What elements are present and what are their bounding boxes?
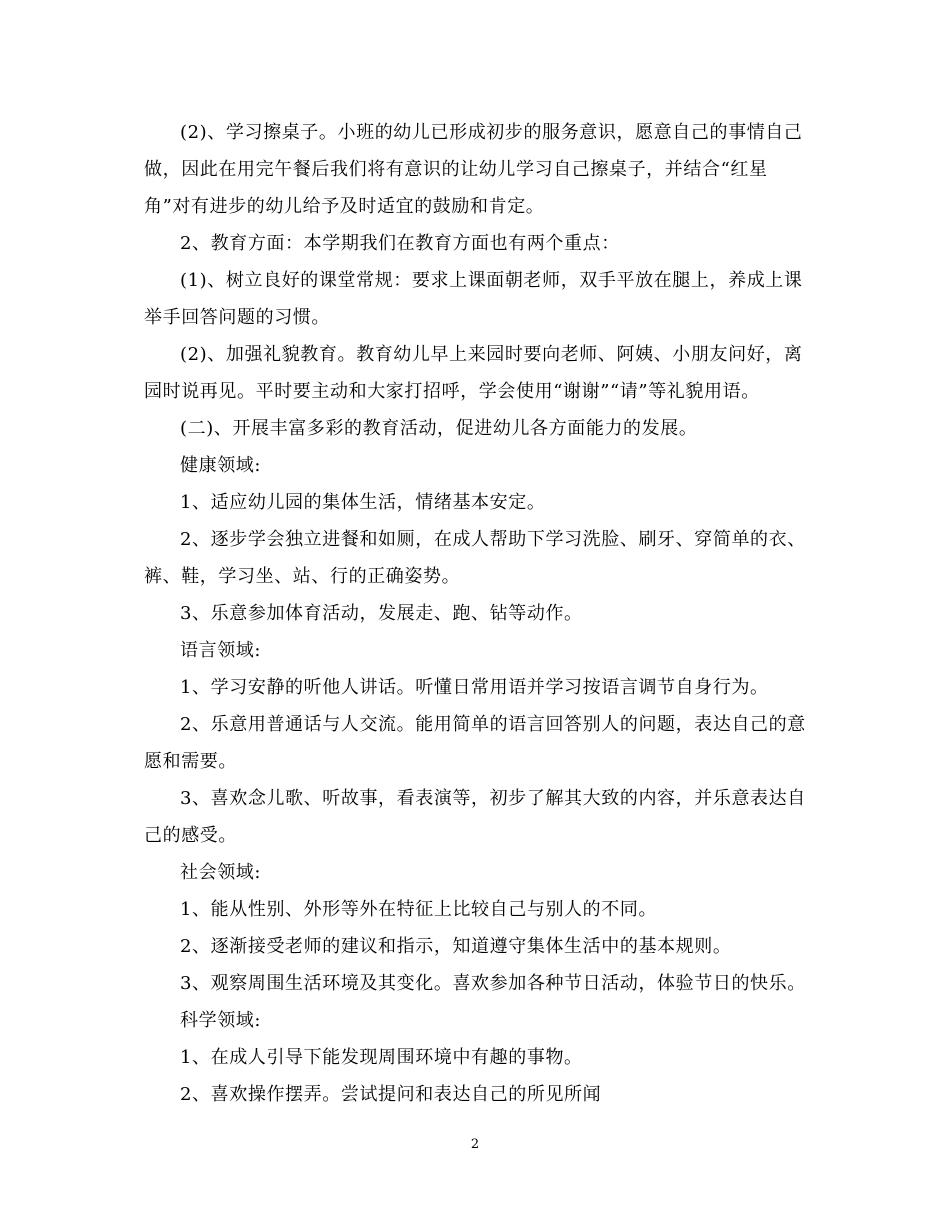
list-item: 1、学习安静的听他人讲话。听懂日常用语并学习按语言调节自身行为。 [180,677,769,698]
paragraph-line: (2)、学习擦桌子。小班的幼儿已形成初步的服务意识，愿意自己的事情自己 [180,122,803,143]
list-item: 1、在成人引导下能发现周围环境中有趣的事物。 [180,1047,583,1068]
list-item: 1、适应幼儿园的集体生活，情绪基本安定。 [180,492,546,513]
list-item: 2、逐步学会独立进餐和如厕，在成人帮助下学习洗脸、刷牙、穿简单的衣、 [180,529,806,550]
paragraph-line: 角”对有进步的幼儿给予及时适宜的鼓励和肯定。 [144,196,545,217]
list-item: 2、喜欢操作摆弄。尝试提问和表达自己的所见所闻 [180,1084,602,1105]
domain-heading-social: 社会领域: [180,862,262,883]
list-item: 3、喜欢念儿歌、听故事，看表演等，初步了解其大致的内容，并乐意表达自 [180,788,806,809]
paragraph-line: 园时说再见。平时要主动和大家打招呼，学会使用“谢谢”“请”等礼貌用语。 [144,381,760,402]
list-item-continuation: 愿和需要。 [144,751,237,772]
list-item-continuation: 裤、鞋，学习坐、站、行的正确姿势。 [144,566,461,587]
paragraph-line: 做，因此在用完午餐后我们将有意识的让幼儿学习自己擦桌子，并结合“红星 [144,159,768,180]
paragraph-line: 举手回答问题的习惯。 [144,307,330,328]
list-item-continuation: 己的感受。 [144,825,237,846]
page-number: 2 [470,1137,480,1152]
document-body [144,114,810,1113]
domain-heading-language: 语言领域: [180,640,262,661]
paragraph-line: 2、教育方面：本学期我们在教育方面也有两个重点： [180,233,620,254]
list-item: 2、乐意用普通话与人交流。能用简单的语言回答别人的问题，表达自己的意 [180,714,806,735]
list-item: 3、观察周围生活环境及其变化。喜欢参加各种节日活动，体验节日的快乐。 [180,973,806,994]
list-item: 1、能从性别、外形等外在特征上比较自己与别人的不同。 [180,899,658,920]
paragraph-line: (2)、加强礼貌教育。教育幼儿早上来园时要向老师、阿姨、小朋友问好，离 [180,344,803,365]
domain-heading-science: 科学领域: [180,1010,262,1031]
list-item: 3、乐意参加体育活动，发展走、跑、钻等动作。 [180,603,583,624]
domain-heading-health: 健康领域: [180,455,262,476]
paragraph-line: (1)、树立良好的课堂常规：要求上课面朝老师，双手平放在腿上，养成上课 [180,270,803,291]
section-heading: (二)、开展丰富多彩的教育活动，促进幼儿各方面能力的发展。 [180,418,698,439]
list-item: 2、逐渐接受老师的建议和指示，知道遵守集体生活中的基本规则。 [180,936,732,957]
